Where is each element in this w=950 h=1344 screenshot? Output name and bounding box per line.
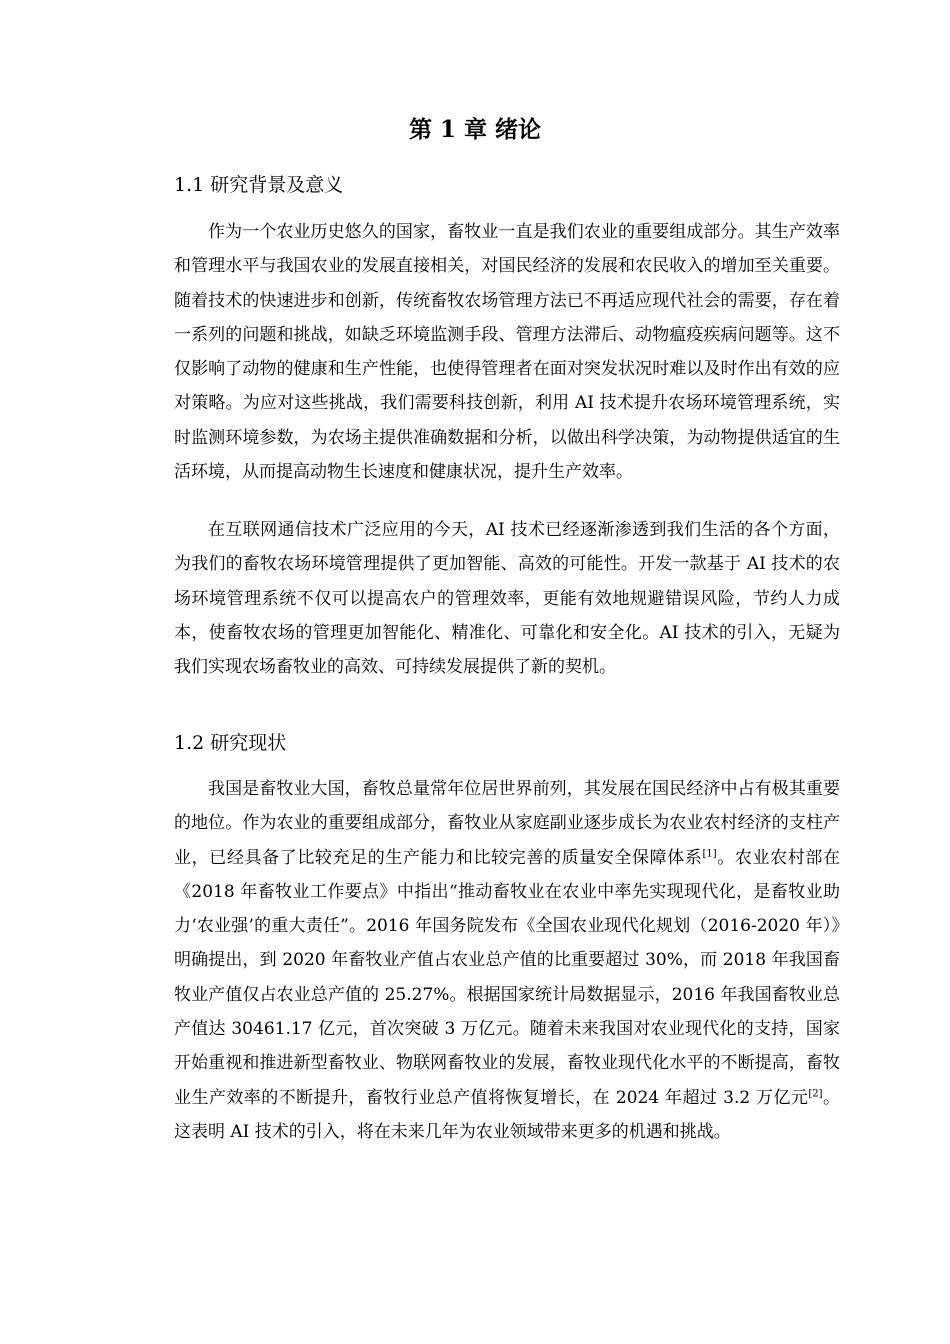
paragraph-text-part-b: 。农业农村部在《2018 年畜牧业工作要点》中指出“推动畜牧业在农业中率先实现现代化，是畜牧业助力‘农业强’的重大责任”。2016 年国务院发布《全国农业现代化规划（2016-2020 年）》明确提出，到 2020 年畜牧业产值占农业总产值的比重要超过 30%，而 2018 年我国畜牧业产值仅占农业总产值的 25.27%。根据国家统计局数据显示，2016 年我国畜牧业总产值达 30461.17 亿元，首次突破 3 万亿元。随着未来我国对农业现代化的支持，国家开始重视和推进新型畜牧业、物联网畜牧业的发展，畜牧业现代化水平的不断提高，畜牧业生产效率的不断提升，畜牧行业总产值将恢复增长，在 2024 年超过 3.2 万亿元	[174, 847, 841, 1108]
paragraph-text-part-c: 。这表明 AI 技术的引入，将在未来几年为农业领域带来更多的机遇和挑战。	[174, 1087, 841, 1142]
section-heading-1-1: 1.1 研究背景及意义	[174, 174, 344, 196]
citation-ref-1[interactable]: [1]	[702, 847, 717, 859]
chapter-title: 第 1 章 绪论	[408, 116, 542, 143]
paragraph-background-2: 在互联网通信技术广泛应用的今天，AI 技术已经逐渐渗透到我们生活的各个方面，为我们的畜牧农场环境管理提供了更加智能、高效的可能性。开发一款基于 AI 技术的农场环境管理系统不仅可以提高农户的管理效率，更能有效地规避错误风险，节约人力成本，使畜牧农场的管理更加智能化、精准化、可靠化和安全化。AI 技术的引入，无疑为我们实现农场畜牧业的高效、可持续发展提供了新的契机。	[174, 520, 840, 678]
section-heading-1-2: 1.2 研究现状	[174, 732, 287, 754]
paragraph-text-part-a: 我国是畜牧业大国，畜牧总量常年位居世界前列，其发展在国民经济中占有极其重要的地位。作为农业的重要组成部分，畜牧业从家庭副业逐步成长为农业农村经济的支柱产业，已经具备了比较充足的生产能力和比较完善的质量安全保障体系	[174, 779, 840, 868]
citation-ref-2[interactable]: [2]	[808, 1088, 823, 1100]
paragraph-research-status	[174, 772, 840, 1149]
paragraph-background-1: 作为一个农业历史悠久的国家，畜牧业一直是我们农业的重要组成部分。其生产效率和管理水平与我国农业的发展直接相关，对国民经济的发展和农民收入的增加至关重要。随着技术的快速进步和创新，传统畜牧农场管理方法已不再适应现代社会的需要，存在着一系列的问题和挑战，如缺乏环境监测手段、管理方法滞后、动物瘟疫疾病问题等。这不仅影响了动物的健康和生产性能，也使得管理者在面对突发状况时难以及时作出有效的应对策略。为应对这些挑战，我们需要科技创新，利用 AI 技术提升农场环境管理系统，实时监测环境参数，为农场主提供准确数据和分析，以做出科学决策，为动物提供适宜的生活环境，从而提高动物生长速度和健康状况，提升生产效率。	[174, 222, 840, 483]
